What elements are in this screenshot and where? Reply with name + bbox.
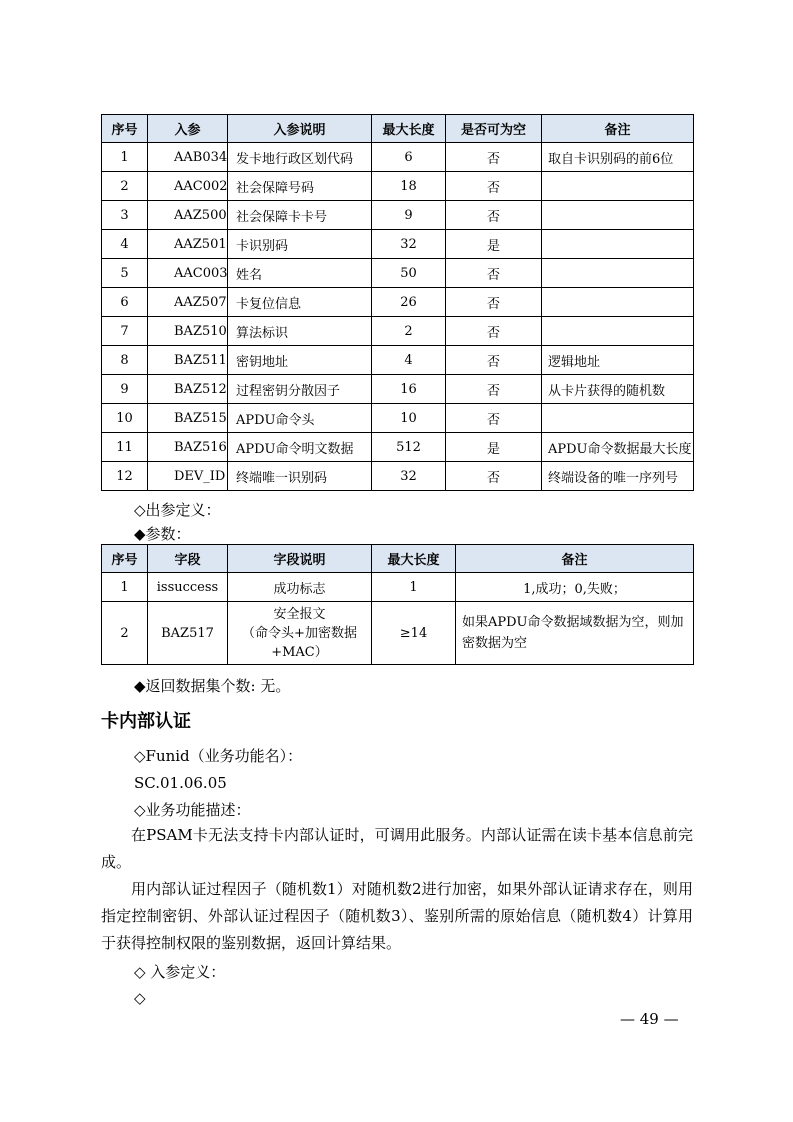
table-row — [102, 375, 694, 404]
table-cell: 18 — [372, 172, 446, 201]
table-cell: 50 — [372, 259, 446, 288]
table-row — [102, 230, 694, 259]
header-cell: 入参 — [148, 115, 228, 143]
header-cell: 备注 — [542, 115, 694, 143]
table-cell: 密钥地址 — [228, 346, 372, 375]
table-cell: 2 — [102, 172, 148, 201]
table-cell: APDU命令明文数据 — [228, 433, 372, 462]
table-row — [102, 462, 694, 491]
table-cell: 11 — [102, 433, 148, 462]
table-cell: issuccess — [148, 573, 228, 602]
return-count: ◆返回数据集个数: 无。 — [134, 677, 291, 695]
table-cell: 社会保障号码 — [228, 172, 372, 201]
table-cell: AAZ501 — [148, 230, 228, 259]
funid-label: ◇Funid（业务功能名）： — [134, 747, 303, 765]
table-cell: 5 — [102, 259, 148, 288]
table-cell: 姓名 — [228, 259, 372, 288]
table-row — [102, 573, 694, 602]
table-cell: 26 — [372, 288, 446, 317]
table-cell: 4 — [372, 346, 446, 375]
table-cell: 卡识别码 — [228, 230, 372, 259]
table-cell: APDU命令头 — [228, 404, 372, 433]
output-params-table — [101, 544, 694, 665]
table-cell: 1 — [372, 573, 456, 602]
table-cell — [542, 317, 694, 346]
page-number: — 49 — — [620, 1010, 679, 1028]
table-cell: 终端唯一识别码 — [228, 462, 372, 491]
paragraph-1: 在PSAM卡无法支持卡内部认证时，可调用此服务。内部认证需在读卡基本信息前完成。 — [101, 826, 693, 871]
table-cell: 1,成功；0,失败； — [456, 573, 694, 602]
table-cell: 4 — [102, 230, 148, 259]
table-row — [102, 404, 694, 433]
table-cell: 512 — [372, 433, 446, 462]
table-cell: 发卡地行政区划代码 — [228, 143, 372, 172]
in-def-label: ◇ 入参定义： — [134, 963, 226, 981]
header-cell: 序号 — [102, 115, 148, 143]
table-cell: BAZ515 — [148, 404, 228, 433]
table-cell: AAB034 — [148, 143, 228, 172]
table-cell: 3 — [102, 201, 148, 230]
table-row — [102, 288, 694, 317]
table-cell: 是 — [446, 433, 542, 462]
table-row — [102, 317, 694, 346]
table-cell: ≥14 — [372, 602, 456, 665]
table-cell: 32 — [372, 462, 446, 491]
table-cell: 否 — [446, 404, 542, 433]
table-cell: 否 — [446, 143, 542, 172]
header-cell: 最大长度 — [372, 115, 446, 143]
table-cell — [542, 172, 694, 201]
table-cell: 卡复位信息 — [228, 288, 372, 317]
table-cell-multiline — [228, 602, 372, 665]
table-cell: 16 — [372, 375, 446, 404]
table-cell — [542, 288, 694, 317]
table-cell: 如果APDU命令数据域数据为空，则加密数据为空 — [456, 602, 694, 665]
table-cell: 否 — [446, 375, 542, 404]
table-cell: AAZ500 — [148, 201, 228, 230]
table-cell — [542, 230, 694, 259]
out-def-label: ◇出参定义： — [134, 501, 221, 519]
table-cell: 1 — [102, 573, 148, 602]
input-table-header — [102, 115, 694, 143]
param-label: ◆参数： — [134, 525, 191, 543]
table-cell: 从卡片获得的随机数 — [542, 375, 694, 404]
table-cell: 9 — [372, 201, 446, 230]
table-cell: AAC002 — [148, 172, 228, 201]
table-row — [102, 433, 694, 462]
table-cell: 12 — [102, 462, 148, 491]
header-cell: 字段说明 — [228, 545, 372, 573]
table-cell: 8 — [102, 346, 148, 375]
table-cell: 否 — [446, 201, 542, 230]
table-cell: AAC003 — [148, 259, 228, 288]
table-cell: 成功标志 — [228, 573, 372, 602]
table-cell: BAZ517 — [148, 602, 228, 665]
table-cell: APDU命令数据最大长度 — [542, 433, 694, 462]
header-cell: 字段 — [148, 545, 228, 573]
section-title: 卡内部认证 — [101, 711, 191, 732]
table-cell — [542, 201, 694, 230]
table-cell: 是 — [446, 230, 542, 259]
table-cell: 否 — [446, 346, 542, 375]
table-cell: BAZ511 — [148, 346, 228, 375]
output-table-header — [102, 545, 694, 573]
funid-value: SC.01.06.05 — [134, 774, 227, 792]
table-cell: 终端设备的唯一序列号 — [542, 462, 694, 491]
header-cell: 入参说明 — [228, 115, 372, 143]
table-cell: DEV_ID — [148, 462, 228, 491]
table-cell — [542, 404, 694, 433]
header-cell: 是否可为空 — [446, 115, 542, 143]
table-cell: 社会保障卡卡号 — [228, 201, 372, 230]
table-cell: 10 — [102, 404, 148, 433]
table-cell: 9 — [102, 375, 148, 404]
table-cell: 10 — [372, 404, 446, 433]
table-cell: 2 — [372, 317, 446, 346]
empty-marker: ◇ — [134, 989, 146, 1007]
table-cell: 否 — [446, 259, 542, 288]
table-cell: 否 — [446, 317, 542, 346]
desc-line: 安全报文 — [273, 606, 326, 622]
header-cell: 最大长度 — [372, 545, 456, 573]
table-row — [102, 172, 694, 201]
table-cell: 6 — [102, 288, 148, 317]
table-row — [102, 602, 694, 665]
desc-line: +MAC） — [271, 644, 328, 660]
header-cell: 序号 — [102, 545, 148, 573]
table-cell: 否 — [446, 288, 542, 317]
desc-label: ◇业务功能描述： — [134, 801, 251, 819]
table-row — [102, 143, 694, 172]
table-cell: 否 — [446, 172, 542, 201]
table-cell — [542, 259, 694, 288]
table-cell: 否 — [446, 462, 542, 491]
header-cell: 备注 — [456, 545, 694, 573]
table-cell: 7 — [102, 317, 148, 346]
table-cell: AAZ507 — [148, 288, 228, 317]
table-cell: BAZ516 — [148, 433, 228, 462]
table-cell: 2 — [102, 602, 148, 665]
table-cell: BAZ512 — [148, 375, 228, 404]
table-cell: 算法标识 — [228, 317, 372, 346]
table-cell: 6 — [372, 143, 446, 172]
table-cell: 过程密钥分散因子 — [228, 375, 372, 404]
table-row — [102, 346, 694, 375]
table-cell: 逻辑地址 — [542, 346, 694, 375]
paragraph-2: 用内部认证过程因子（随机数1）对随机数2进行加密，如果外部认证请求存在，则用指定控制密钥、外部认证过程因子（随机数3）、鉴别所需的原始信息（随机数4）计算用于获得控制权限的鉴别数据，返回计算结果。 — [101, 880, 693, 952]
table-cell: 32 — [372, 230, 446, 259]
table-cell: 取自卡识别码的前6位 — [542, 143, 694, 172]
table-cell: BAZ510 — [148, 317, 228, 346]
table-row — [102, 201, 694, 230]
input-params-table — [101, 114, 694, 491]
table-row — [102, 259, 694, 288]
table-cell: 1 — [102, 143, 148, 172]
desc-line: （命令头+加密数据 — [242, 625, 357, 641]
